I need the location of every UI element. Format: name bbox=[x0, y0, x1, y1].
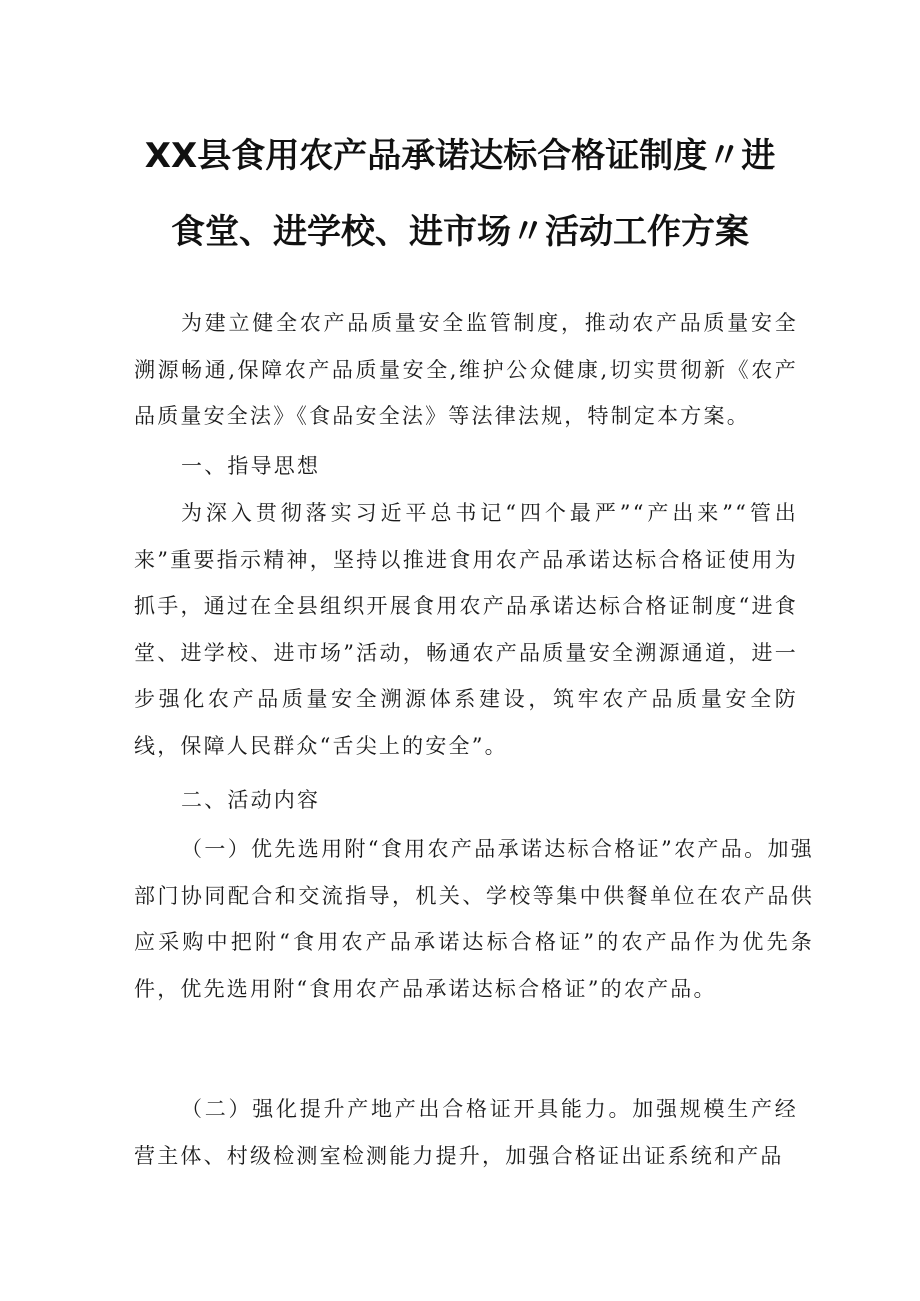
document-title-line-1: XX县食用农产品承诺达标合格证制度〃进 bbox=[144, 136, 776, 176]
section-heading-guiding-thought: 一、指导思想 bbox=[181, 454, 321, 478]
activity-item-2-paragraph: （二）强化提升产地产出合格证开具能力。加强规模生产经营主体、村级检测室检测能力提升，加强合格证出证系统和产品 bbox=[134, 1097, 798, 1168]
section-heading-activity-content: 二、活动内容 bbox=[181, 788, 321, 812]
activity-item-1-paragraph: （一）优先选用附“食用农产品承诺达标合格证”农产品。加强部门协同配合和交流指导，机关、学校等集中供餐单位在农产品供应采购中把附“食用农产品承诺达标合格证”的农产品作为优先条件，优先选用附“食用农产品承诺达标合格证”的农产品。 bbox=[134, 837, 814, 1001]
intro-paragraph: 为建立健全农产品质量安全监管制度，推动农产品质量安全溯源畅通,保障农产品质量安全,维护公众健康,切实贯彻新《农产品质量安全法》《食品安全法》等法律法规，特制定本方案。 bbox=[134, 311, 798, 428]
document-title-line-2: 食堂、进学校、进市场〃活动工作方案 bbox=[171, 212, 749, 252]
guiding-thought-paragraph: 为深入贯彻落实习近平总书记“四个最严”“产出来”“管出来”重要指示精神，坚持以推进食用农产品承诺达标合格证使用为抓手，通过在全县组织开展食用农产品承诺达标合格证制度“进食堂、进学校、进市场”活动，畅通农产品质量安全溯源通道，进一步强化农产品质量安全溯源体系建设，筑牢农产品质量安全防线，保障人民群众“舌尖上的安全”。 bbox=[134, 501, 798, 758]
